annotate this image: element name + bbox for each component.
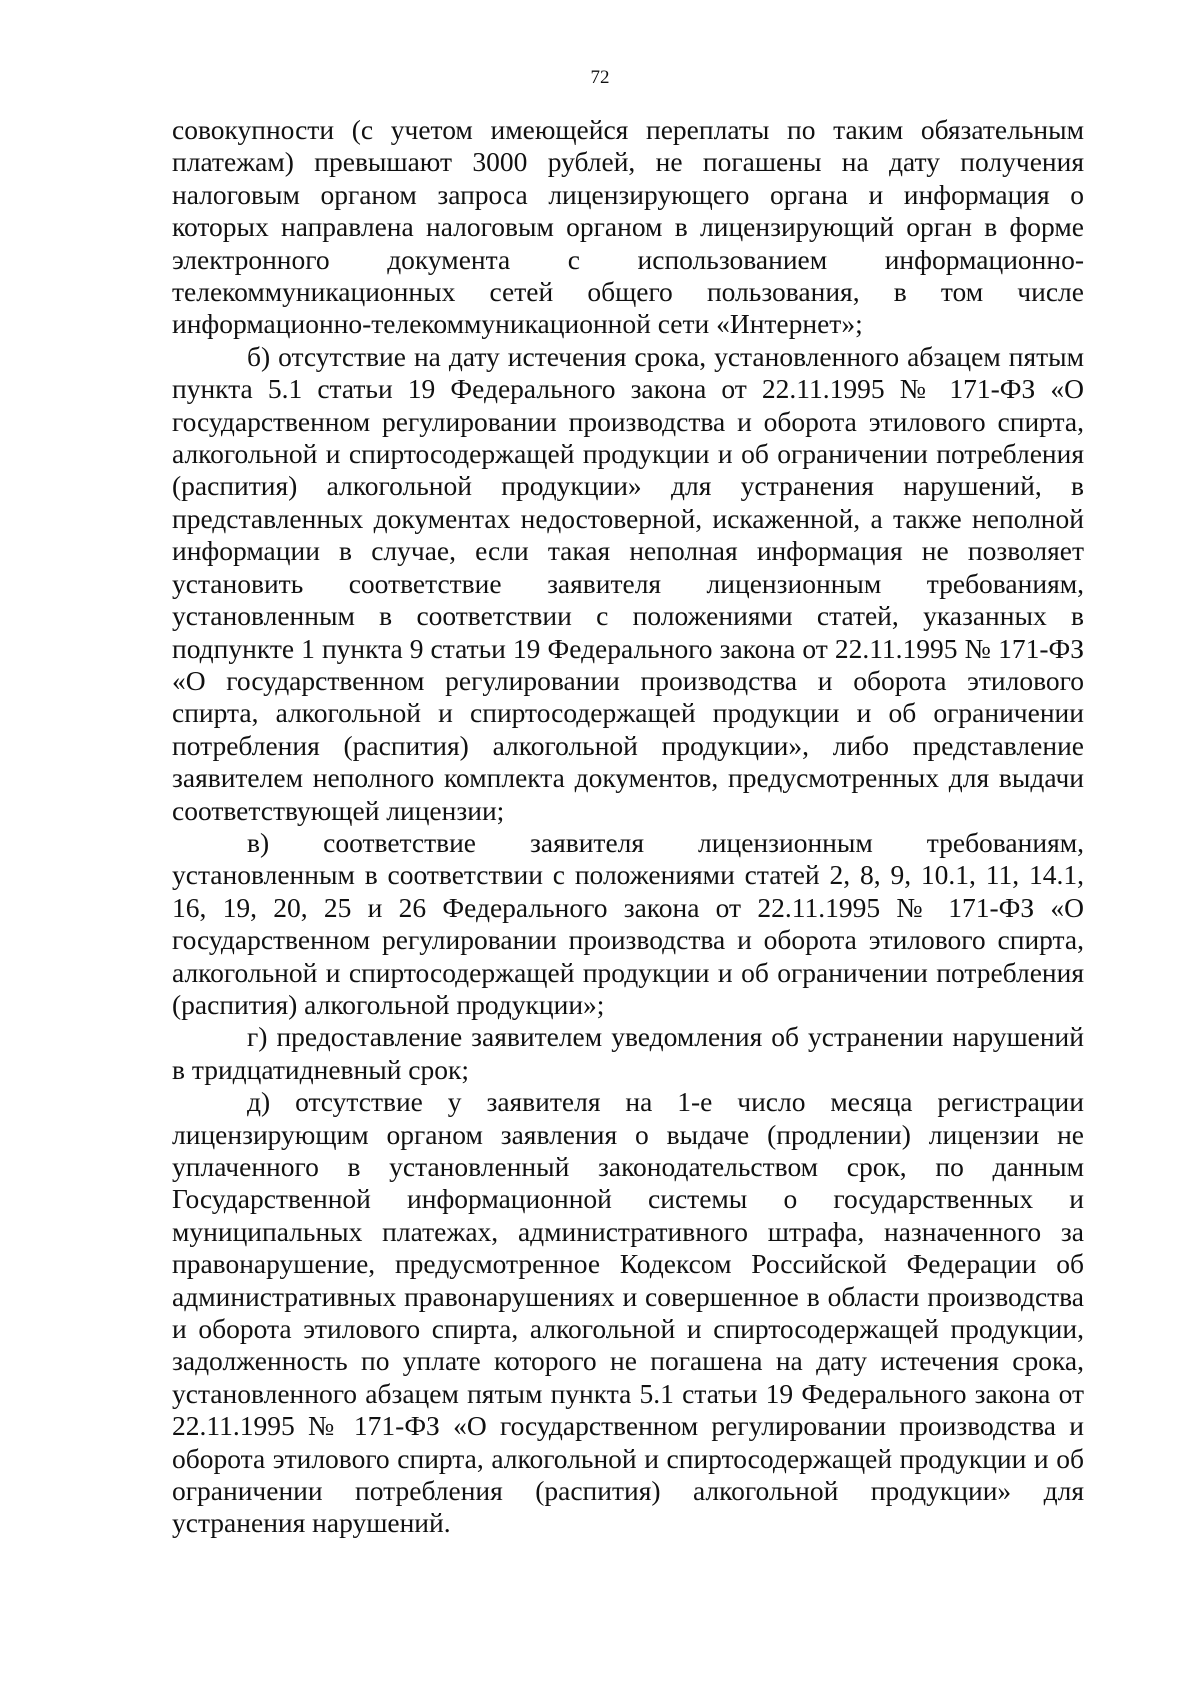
- page-number: 72: [590, 67, 610, 88]
- document-body: [172, 114, 1084, 1540]
- paragraph-item-g: г) предоставление заявителем уведомления об устранении нарушений в тридцатидневный срок;: [172, 1021, 1084, 1085]
- paragraph-item-v: в) соответствие заявителя лицензионным требованиям, установленным в соответствии с положениями статей 2, 8, 9, 10.1, 11, 14.1, 16, 19, 20, 25 и 26 Федерального закона от 22.11.1995 № 171-ФЗ «О государственном регулировании производства и оборота этилового спирта, алкогольной и спиртосодержащей продукции и об ограничении потребления (распития) алкогольной продукции»;: [172, 826, 1084, 1020]
- paragraph-item-b: б) отсутствие на дату истечения срока, установленного абзацем пятым пункта 5.1 статьи 19 Федерального закона от 22.11.1995 № 171-ФЗ «О государственном регулировании производства и оборота этилового спирта, алкогольной и спиртосодержащей продукции и об ограничении потребления (распития) алкогольной продукции» для устранения нарушений, в представленных документах недостоверной, искаженной, а также неполной информации в случае, если такая неполная информация не позволяет установить соответствие заявителя лицензионным требованиям, установленным в соответствии с положениями статей, указанных в подпункте 1 пункта 9 статьи 19 Федерального закона от 22.11.1995 № 171-ФЗ «О государственном регулировании производства и оборота этилового спирта, алкогольной и спиртосодержащей продукции и об ограничении потребления (распития) алкогольной продукции», либо представление заявителем неполного комплекта документов, предусмотренных для выдачи соответствующей лицензии;: [172, 340, 1084, 826]
- paragraph-continuation: совокупности (с учетом имеющейся переплаты по таким обязательным платежам) превышают 3000 рублей, не погашены на дату получения налоговым органом запроса лицензирующего органа и информация о которых направлена налоговым органом в лицензирующий орган в форме электронного документа с использованием информационно-телекоммуникационных сетей общего пользования, в том числе информационно-телекоммуникационной сети «Интернет»;: [172, 114, 1084, 340]
- paragraph-item-d: д) отсутствие у заявителя на 1-е число месяца регистрации лицензирующим органом заявления о выдаче (продлении) лицензии не уплаченного в установленный законодательством срок, по данным Государственной информационной системы о государственных и муниципальных платежах, административного штрафа, назначенного за правонарушение, предусмотренное Кодексом Российской Федерации об административных правонарушениях и совершенное в области производства и оборота этилового спирта, алкогольной и спиртосодержащей продукции, задолженность по уплате которого не погашена на дату истечения срока, установленного абзацем пятым пункта 5.1 статьи 19 Федерального закона от 22.11.1995 № 171-ФЗ «О государственном регулировании производства и оборота этилового спирта, алкогольной и спиртосодержащей продукции и об ограничении потребления (распития) алкогольной продукции» для устранения нарушений.: [172, 1086, 1084, 1539]
